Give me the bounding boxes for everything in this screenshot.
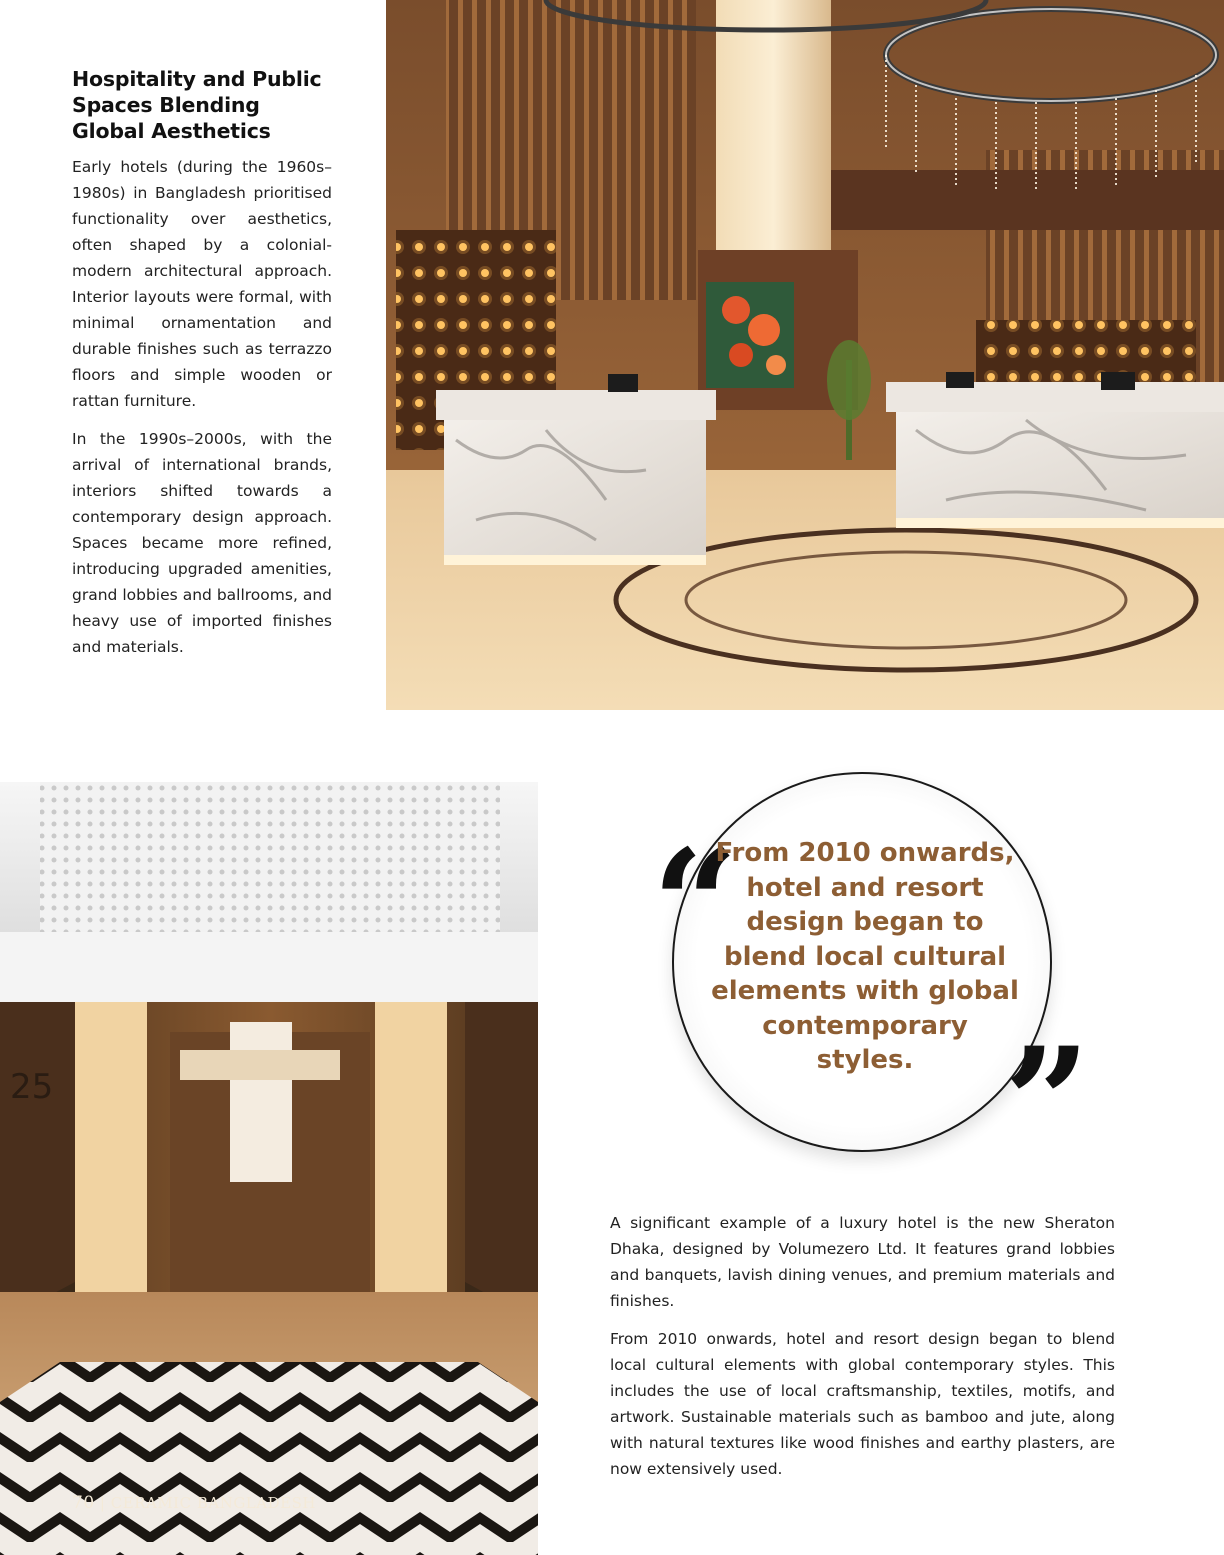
pull-quote bbox=[640, 770, 1091, 1191]
quote-text: From 2010 onwards, hotel and resort design began to blend local cultural elements with global contemporary styles. bbox=[711, 838, 1019, 1075]
open-quote-icon: “ bbox=[652, 817, 739, 993]
left-paragraph-2: In the 1990s–2000s, with the arrival of international brands, interiors shifted towards a contemporary design approach. Spaces became more refined, introducing upgraded amenities, grand lobbies and ballrooms, and heavy use of imported finishes and materials. bbox=[72, 430, 332, 656]
publication-name: CERAMIC BANGLADESH bbox=[110, 1494, 316, 1512]
left-text-column bbox=[72, 66, 332, 672]
footer-separator: | bbox=[99, 1494, 106, 1512]
close-quote-icon: ” bbox=[1004, 1015, 1091, 1191]
article-heading: Hospitality and Public Spaces Blending Global Aesthetics bbox=[72, 67, 322, 143]
page-number: 70 bbox=[72, 1493, 95, 1513]
hotel-hallway-illustration bbox=[0, 782, 538, 1555]
right-text-column bbox=[610, 1210, 1115, 1494]
hotel-lobby-photo bbox=[386, 0, 1224, 710]
floor-number: 25 bbox=[10, 1067, 54, 1107]
hotel-hallway-photo bbox=[0, 782, 538, 1555]
hotel-lobby-illustration bbox=[386, 0, 1224, 710]
left-paragraph-1: Early hotels (during the 1960s–1980s) in Bangladesh prioritised functionality over aesthetics, often shaped by a colonial-modern architectural approach. Interior layouts were formal, with minimal ornamentation and durable finishes such as terrazzo floors and simple wooden or rattan furniture. bbox=[72, 158, 332, 410]
right-paragraph-2: From 2010 onwards, hotel and resort design began to blend local cultural elements with global contemporary styles. This includes the use of local craftsmanship, textiles, motifs, and artwork. Sustainable materials such as bamboo and jute, along with natural textures like wood finishes and earthy plasters, are now extensively used. bbox=[610, 1330, 1115, 1478]
page-footer bbox=[72, 1493, 316, 1513]
right-paragraph-1: A significant example of a luxury hotel is the new Sheraton Dhaka, designed by Volumezero Ltd. It features grand lobbies and banquets, lavish dining venues, and premium materials and finishes. bbox=[610, 1214, 1115, 1310]
